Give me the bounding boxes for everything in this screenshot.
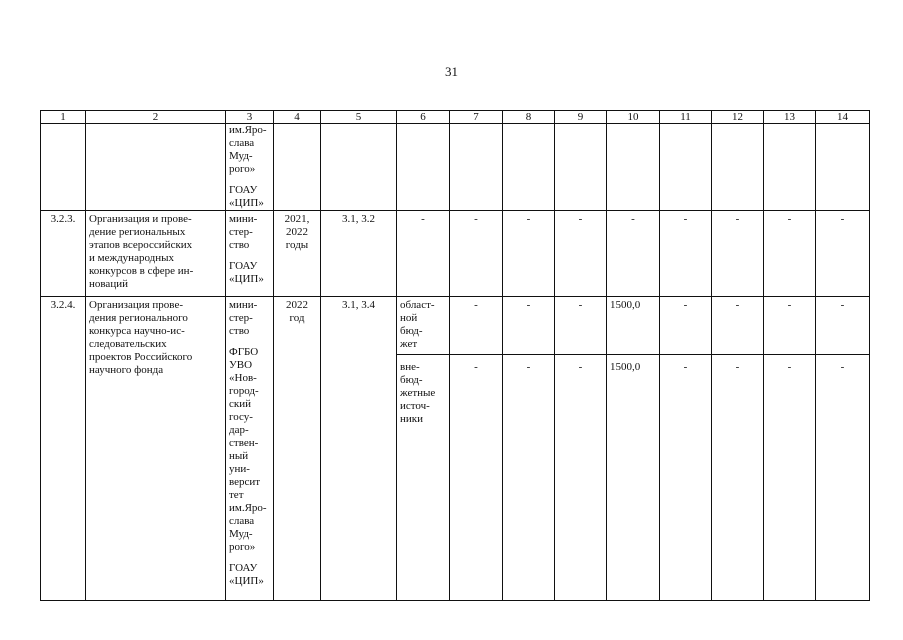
col-header: 13 (764, 111, 816, 124)
table-row-3-2-3 (41, 211, 870, 297)
col-header: 12 (712, 111, 764, 124)
period-cell: 2021, 2022 годы (274, 211, 321, 297)
value-cell: - (816, 211, 870, 297)
period-cell: 2022 год (274, 297, 321, 601)
col-header: 5 (321, 111, 397, 124)
value-cell: - (764, 297, 816, 355)
col-header: 7 (450, 111, 503, 124)
value-cell: - (712, 297, 764, 355)
col-header: 3 (226, 111, 274, 124)
col-header: 8 (503, 111, 555, 124)
value-cell: - (503, 297, 555, 355)
value-cell: - (816, 297, 870, 355)
page-number: 31 (445, 64, 458, 79)
col-header: 11 (660, 111, 712, 124)
col-header: 14 (816, 111, 870, 124)
item-number: 3.2.3. (41, 211, 86, 297)
executor-cell: мини- стер- ство ФГБО УВО «Нов- город- ский госу- дар- ствен- ный уни- версит тет им.Яро- слава Муд- рого» ГОАУ «ЦИП» (226, 297, 274, 601)
col-header: 6 (397, 111, 450, 124)
source-cell: вне- бюд- жетные источ- ники (397, 355, 450, 601)
plan-table (40, 110, 870, 601)
value-cell: - (816, 355, 870, 601)
value-cell: - (660, 355, 712, 601)
value-cell: - (764, 355, 816, 601)
table-row-continuation (41, 124, 870, 211)
col-header: 4 (274, 111, 321, 124)
value-cell: - (450, 355, 503, 601)
value-cell: - (660, 297, 712, 355)
value-cell: - (712, 355, 764, 601)
col-header: 10 (607, 111, 660, 124)
item-name: Организация прове- дения регионального конкурса научно-ис- следовательских проектов Российского научного фонда (86, 297, 226, 601)
indicator-cell: 3.1, 3.4 (321, 297, 397, 601)
value-cell: - (555, 211, 607, 297)
col-header: 9 (555, 111, 607, 124)
table-row-3-2-4 (41, 297, 870, 355)
source-cell: - (397, 211, 450, 297)
executor-cell: мини- стер- ство ГОАУ «ЦИП» (226, 211, 274, 297)
indicator-cell: 3.1, 3.2 (321, 211, 397, 297)
source-cell: област- ной бюд- жет (397, 297, 450, 355)
header-row (41, 111, 870, 124)
value-cell: - (660, 211, 712, 297)
executor-cell: им.Яро- слава Муд- рого» ГОАУ «ЦИП» (226, 124, 274, 211)
col-header: 2 (86, 111, 226, 124)
value-cell: - (764, 211, 816, 297)
col-header: 1 (41, 111, 86, 124)
value-cell: - (450, 297, 503, 355)
value-cell: 1500,0 (607, 355, 660, 601)
value-cell: - (555, 355, 607, 601)
value-cell: - (503, 355, 555, 601)
item-number: 3.2.4. (41, 297, 86, 601)
value-cell: - (503, 211, 555, 297)
value-cell: - (712, 211, 764, 297)
item-name: Организация и прове- дение региональных этапов всероссийских и международных конкурсов в сфере ин- новаций (86, 211, 226, 297)
value-cell: - (607, 211, 660, 297)
value-cell: - (450, 211, 503, 297)
value-cell: 1500,0 (607, 297, 660, 355)
value-cell: - (555, 297, 607, 355)
